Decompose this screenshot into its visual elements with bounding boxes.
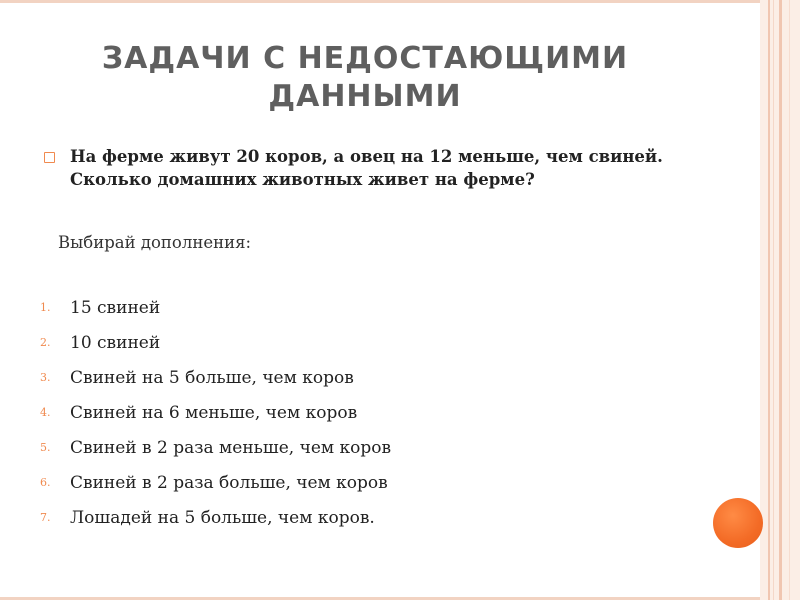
option-item bbox=[40, 465, 391, 500]
option-text: 10 свиней bbox=[70, 332, 161, 353]
slide-title: ЗАДАЧИ С НЕДОСТАЮЩИМИ ДАННЫМИ bbox=[101, 41, 629, 114]
option-item bbox=[40, 360, 391, 395]
bullet-square-icon bbox=[44, 152, 55, 163]
decorative-stripe bbox=[768, 0, 770, 600]
option-text: 15 свиней bbox=[70, 297, 161, 318]
option-number: 4. bbox=[40, 406, 51, 419]
option-text: Лошадей на 5 больше, чем коров. bbox=[70, 507, 375, 528]
option-item bbox=[40, 325, 391, 360]
decorative-stripe bbox=[789, 0, 790, 600]
decorative-orange-circle bbox=[713, 498, 763, 548]
decorative-stripe bbox=[773, 0, 774, 600]
option-number: 3. bbox=[40, 371, 51, 384]
choose-prompt: Выбирай дополнения: bbox=[58, 233, 252, 252]
option-number: 2. bbox=[40, 336, 51, 349]
option-text: Свиней в 2 раза больше, чем коров bbox=[70, 472, 388, 493]
option-item bbox=[40, 395, 391, 430]
decorative-stripe bbox=[779, 0, 782, 600]
option-text: Свиней на 5 больше, чем коров bbox=[70, 367, 354, 388]
problem-statement: На ферме живут 20 коров, а овец на 12 меньше, чем свиней. Сколько домашних животных живет на ферме? bbox=[70, 147, 663, 189]
slide-top-border bbox=[0, 0, 800, 3]
option-number: 5. bbox=[40, 441, 51, 454]
option-number: 7. bbox=[40, 511, 51, 524]
option-item bbox=[40, 500, 391, 535]
options-list bbox=[40, 290, 391, 535]
option-text: Свиней на 6 меньше, чем коров bbox=[70, 402, 358, 423]
option-item bbox=[40, 430, 391, 465]
option-number: 6. bbox=[40, 476, 51, 489]
option-text: Свиней в 2 раза меньше, чем коров bbox=[70, 437, 392, 458]
option-number: 1. bbox=[40, 301, 51, 314]
option-item bbox=[40, 290, 391, 325]
